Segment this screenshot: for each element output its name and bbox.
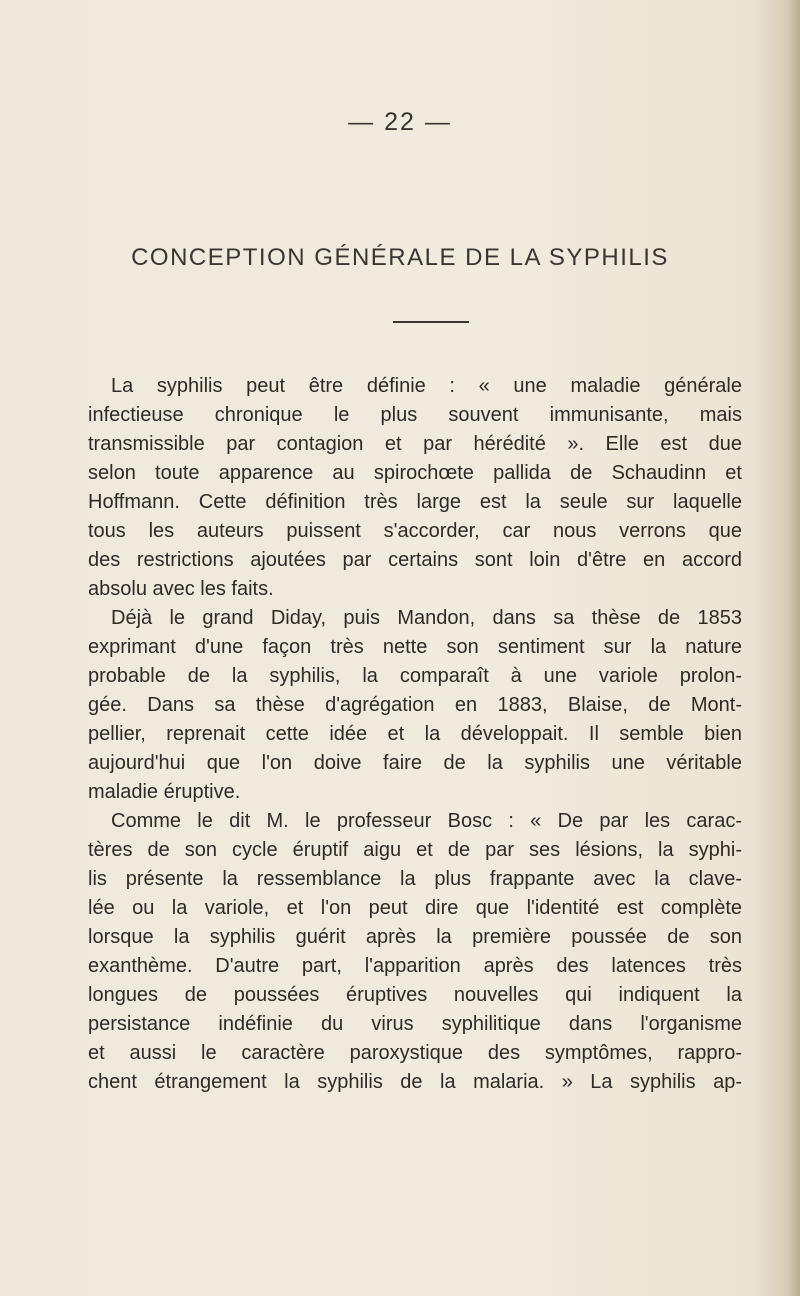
- text-line: Déjà le grand Diday, puis Mandon, dans sa thèse de 1853: [111, 607, 742, 629]
- text-line: exprimant d'une façon très nette son sentiment sur la nature: [88, 636, 742, 658]
- text-line: infectieuse chronique le plus souvent immunisante, mais: [88, 404, 742, 426]
- text-line: persistance indéfinie du virus syphilitique dans l'organisme: [88, 1013, 742, 1035]
- text-line: pellier, reprenait cette idée et la développait. Il semble bien: [88, 723, 742, 745]
- text-line: absolu avec les faits.: [88, 578, 274, 600]
- text-line: lée ou la variole, et l'on peut dire que l'identité est complète: [88, 897, 742, 919]
- text-line: tous les auteurs puissent s'accorder, car nous verrons que: [88, 520, 742, 542]
- text-line: tères de son cycle éruptif aigu et de par ses lésions, la syphi-: [88, 839, 742, 861]
- text-line: des restrictions ajoutées par certains sont loin d'être en accord: [88, 549, 742, 571]
- text-line: lorsque la syphilis guérit après la première poussée de son: [88, 926, 742, 948]
- text-line: aujourd'hui que l'on doive faire de la syphilis une véritable: [88, 752, 742, 774]
- text-line: probable de la syphilis, la comparaît à une variole prolon-: [88, 665, 742, 687]
- text-line: chent étrangement la syphilis de la malaria. » La syphilis ap-: [88, 1071, 742, 1093]
- page-number: — 22 —: [348, 108, 452, 136]
- text-line: Hoffmann. Cette définition très large est la seule sur laquelle: [88, 491, 742, 513]
- page-edge-shadow: [786, 0, 800, 1296]
- body-text: [88, 372, 742, 1097]
- text-line: longues de poussées éruptives nouvelles qui indiquent la: [88, 984, 742, 1006]
- chapter-title: CONCEPTION GÉNÉRALE DE LA SYPHILIS: [131, 244, 669, 271]
- text-line: et aussi le caractère paroxystique des symptômes, rappro-: [88, 1042, 742, 1064]
- text-line: maladie éruptive.: [88, 781, 241, 803]
- text-line: selon toute apparence au spirochœte pallida de Schaudinn et: [88, 462, 742, 484]
- text-line: transmissible par contagion et par hérédité ». Elle est due: [88, 433, 742, 455]
- text-line: La syphilis peut être définie : « une maladie générale: [111, 375, 742, 397]
- text-line: Comme le dit M. le professeur Bosc : « De par les carac-: [111, 810, 742, 832]
- text-line: exanthème. D'autre part, l'apparition après des latences très: [88, 955, 742, 977]
- text-line: lis présente la ressemblance la plus frappante avec la clave-: [88, 868, 742, 890]
- text-line: gée. Dans sa thèse d'agrégation en 1883, Blaise, de Mont-: [88, 694, 742, 716]
- title-rule: [393, 321, 469, 323]
